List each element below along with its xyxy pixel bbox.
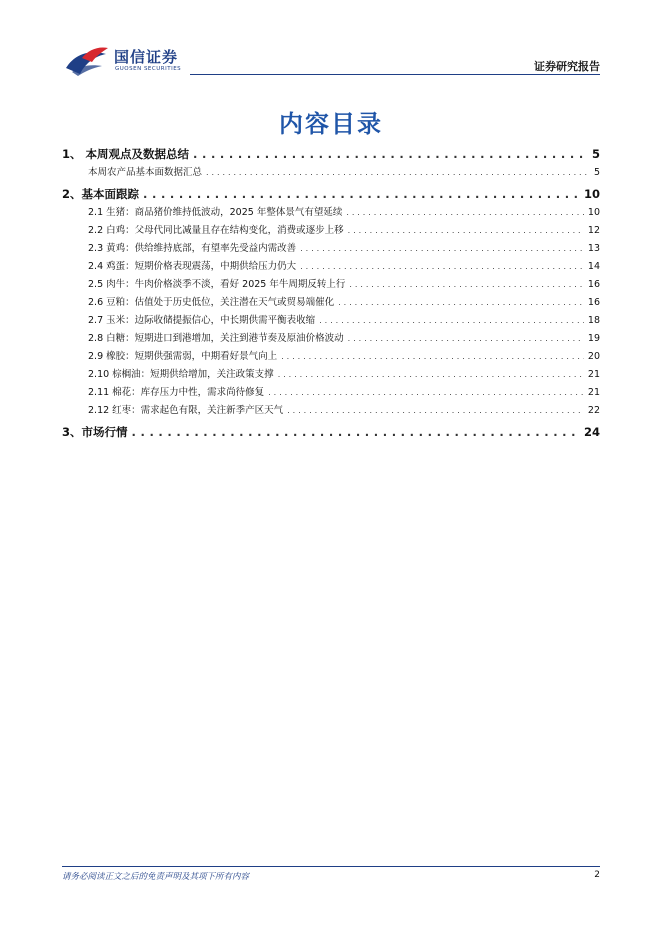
toc-entry-label: 2.5 肉牛：牛肉价格淡季不淡，看好 2025 年牛周期反转上行	[88, 279, 346, 290]
toc-entry-label: 2.2 白鸡：父母代同比减量且存在结构变化，消费或逐步上移	[88, 225, 344, 236]
footer-divider	[62, 866, 600, 867]
toc-leader-dots	[281, 348, 584, 366]
toc-section-entry[interactable]	[62, 422, 600, 442]
toc-subsection-entry[interactable]	[62, 312, 600, 330]
toc-entry-page: 21	[587, 387, 600, 398]
toc-entry-page: 22	[587, 405, 600, 416]
toc-leader-dots	[346, 204, 584, 222]
page-number: 2	[594, 870, 600, 880]
toc-leader-dots	[278, 366, 584, 384]
toc-leader-dots	[319, 312, 584, 330]
toc-entry-page: 5	[591, 147, 600, 161]
toc-leader-dots	[132, 422, 580, 442]
toc-entry-page: 20	[587, 351, 600, 362]
toc-entry-page: 5	[593, 167, 600, 178]
toc-subsection-entry[interactable]	[62, 164, 600, 182]
toc-leader-dots	[287, 402, 584, 420]
toc-leader-dots	[206, 164, 590, 182]
toc-leader-dots	[338, 294, 584, 312]
toc-subsection-entry[interactable]	[62, 294, 600, 312]
toc-entry-label: 2.6 豆粕：估值处于历史低位，关注潜在天气或贸易端催化	[88, 297, 335, 308]
table-of-contents	[62, 144, 600, 442]
toc-entry-page: 16	[587, 297, 600, 308]
toc-entry-page: 21	[587, 369, 600, 380]
toc-subsection-entry[interactable]	[62, 240, 600, 258]
toc-subsection-entry[interactable]	[62, 348, 600, 366]
logo-chinese-name: 国信证券	[114, 48, 179, 66]
toc-entry-label: 2.12 红枣：需求起色有限，关注新季产区天气	[88, 405, 284, 416]
report-type: 证券研究报告	[534, 60, 600, 73]
toc-subsection-entry[interactable]	[62, 384, 600, 402]
toc-subsection-entry[interactable]	[62, 258, 600, 276]
toc-entry-page: 10	[587, 207, 600, 218]
toc-entry-label: 2.4 鸡蛋：短期价格表现震荡，中期供给压力仍大	[88, 261, 297, 272]
toc-subsection-entry[interactable]	[62, 330, 600, 348]
toc-entry-page: 10	[583, 187, 600, 201]
toc-subsection-entry[interactable]	[62, 276, 600, 294]
toc-entry-label: 2.11 棉花：库存压力中性，需求尚待修复	[88, 387, 265, 398]
page-header	[0, 0, 662, 80]
toc-entry-label: 1、 本周观点及数据总结	[62, 147, 190, 161]
toc-entry-label: 2.3 黄鸡：供给维持底部，有望率先受益内需改善	[88, 243, 297, 254]
logo-english-name: GUOSEN SECURITIES	[115, 66, 182, 72]
toc-entry-label: 2.8 白糖：短期进口到港增加，关注到港节奏及原油价格波动	[88, 333, 344, 344]
header-divider	[190, 74, 600, 75]
toc-leader-dots	[348, 330, 584, 348]
toc-title: 内容目录	[279, 110, 383, 138]
toc-entry-label: 本周农产品基本面数据汇总	[88, 167, 203, 178]
toc-entry-page: 16	[587, 279, 600, 290]
toc-entry-label: 2.1 生猪：商品猪价维持低波动，2025 年整体景气有望延续	[88, 207, 343, 218]
toc-entry-page: 12	[587, 225, 600, 236]
toc-subsection-entry[interactable]	[62, 402, 600, 420]
toc-entry-label: 2.7 玉米：边际收储提振信心，中长期供需平衡表收缩	[88, 315, 316, 326]
toc-entry-label: 2、基本面跟踪	[62, 187, 140, 201]
toc-section-entry[interactable]	[62, 144, 600, 164]
guosen-logo-icon	[62, 44, 110, 76]
toc-entry-label: 2.10 棕榈油：短期供给增加，关注政策支撑	[88, 369, 274, 380]
toc-leader-dots	[193, 144, 588, 164]
toc-subsection-entry[interactable]	[62, 222, 600, 240]
toc-entry-page: 19	[587, 333, 600, 344]
toc-leader-dots	[268, 384, 584, 402]
toc-leader-dots	[143, 184, 580, 204]
toc-leader-dots	[300, 258, 584, 276]
toc-leader-dots	[349, 276, 584, 294]
toc-entry-label: 3、市场行情	[62, 425, 128, 439]
toc-entry-label: 2.9 橡胶：短期供强需弱，中期看好景气向上	[88, 351, 278, 362]
toc-section-entry[interactable]	[62, 184, 600, 204]
toc-subsection-entry[interactable]	[62, 204, 600, 222]
toc-entry-page: 18	[587, 315, 600, 326]
footer-disclaimer: 请务必阅读正文之后的免责声明及其项下所有内容	[62, 872, 250, 882]
toc-leader-dots	[300, 240, 584, 258]
guosen-logo	[62, 44, 202, 78]
toc-entry-page: 13	[587, 243, 600, 254]
toc-subsection-entry[interactable]	[62, 366, 600, 384]
toc-entry-page: 24	[583, 425, 600, 439]
toc-entry-page: 14	[587, 261, 600, 272]
toc-leader-dots	[348, 222, 584, 240]
